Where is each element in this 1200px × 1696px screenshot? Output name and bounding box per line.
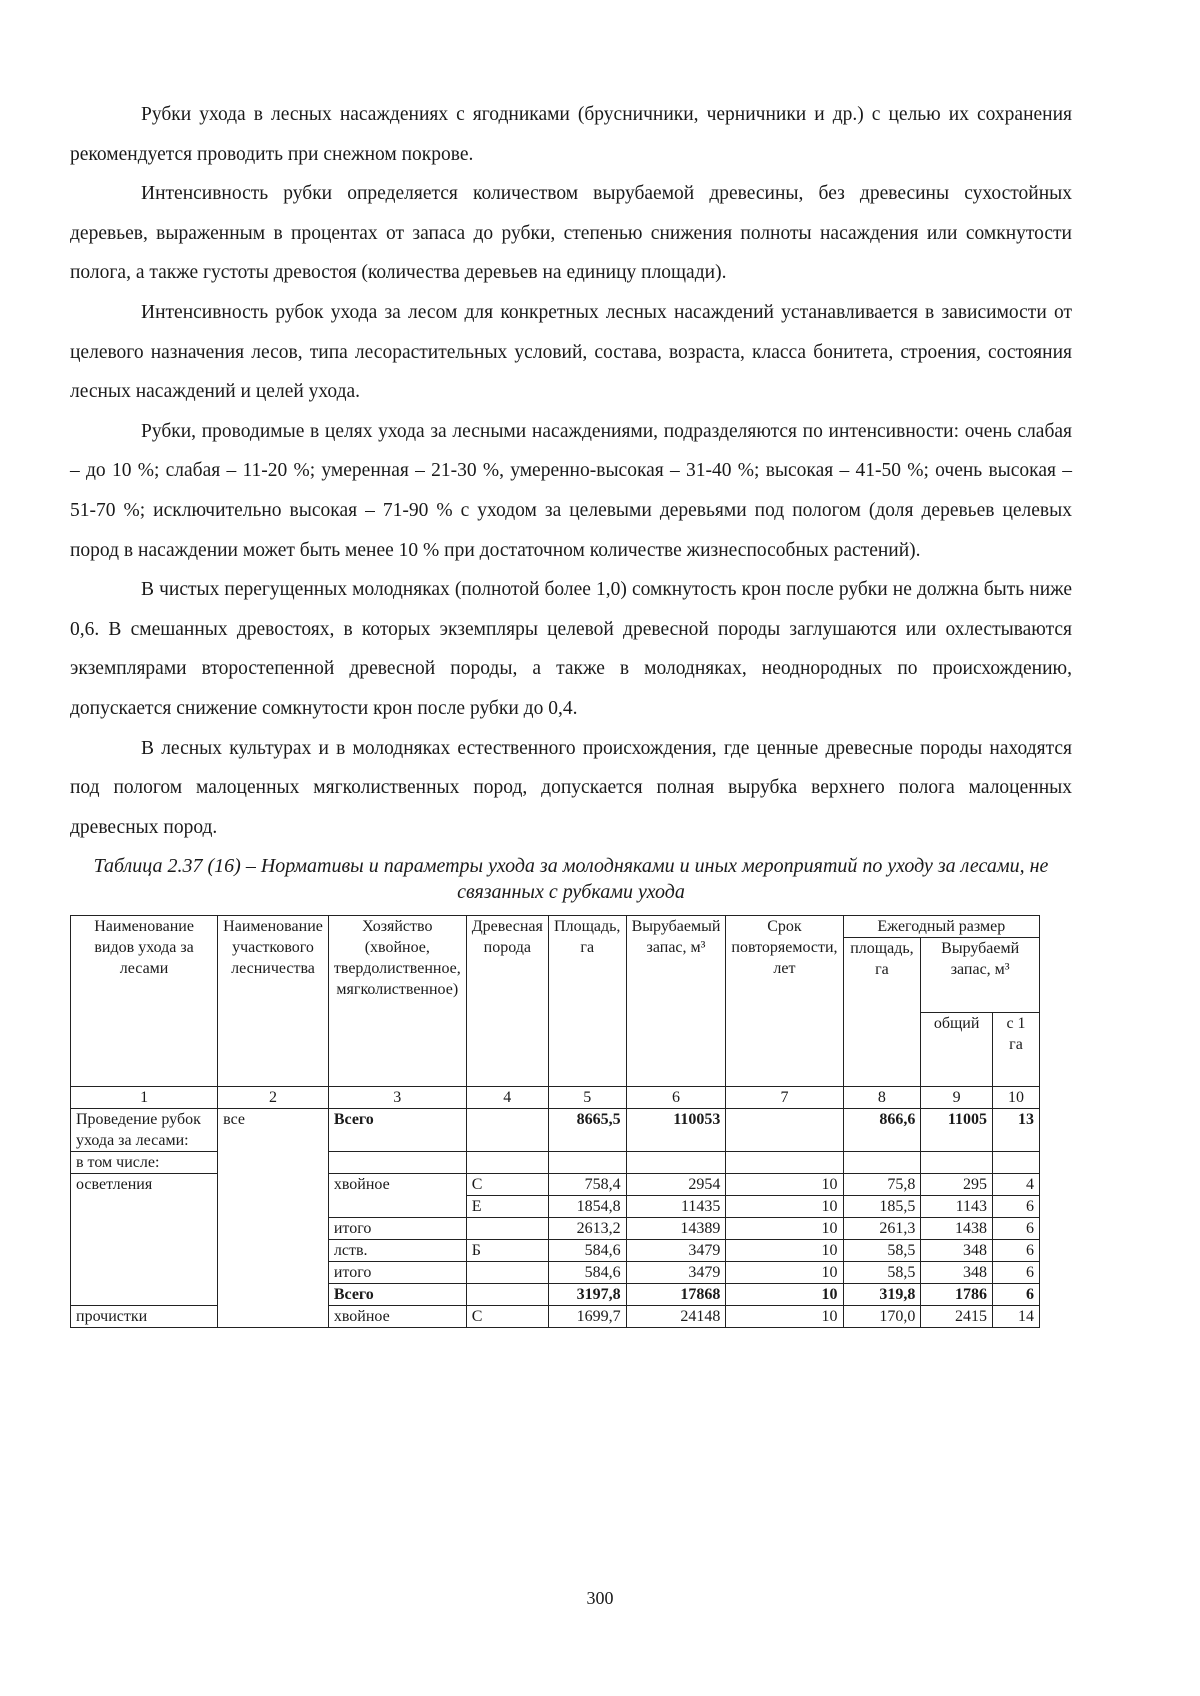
header-cell: Ежегодный размер [843, 916, 1039, 938]
document-page [70, 95, 1072, 1328]
paragraph-6: В лесных культурах и в молодняках естественного происхождения, где ценные древесные породы находятся под пологом малоценных мягколиственных пород, допускается полная вырубка верхнего полога малоценных древесных пород. [70, 737, 1072, 838]
table-cell [921, 1152, 993, 1174]
table-cell: в том числе: [71, 1152, 218, 1174]
page-number: 300 [586, 1588, 614, 1608]
header-cell: Хозяйство (хвойное, твердолиственное, мягколиственное) [328, 916, 466, 1087]
table-cell [992, 1152, 1039, 1174]
table-cell: 584,6 [548, 1262, 626, 1284]
table-cell: 10 [726, 1174, 843, 1196]
column-number: 7 [726, 1087, 843, 1109]
paragraph-4: Рубки, проводимые в целях ухода за лесными насаждениями, подразделяются по интенсивности: очень слабая – до 10 %; слабая – 11-20 %; умеренная – 21-30 %, умеренно-высокая – 31-40 %; высокая – 41-50 %; очень высокая – 51-70 %; исключительно высокая – 71-90 % с уходом за целевыми деревьями под пологом (доля деревьев целевых пород в насаждении может быть менее 10 % при достаточном количестве жизнеспособных растений). [70, 420, 1072, 561]
table-cell: 10 [726, 1262, 843, 1284]
table-cell [466, 1218, 548, 1240]
table-cell: 170,0 [843, 1306, 921, 1328]
table-cell: 319,8 [843, 1284, 921, 1306]
column-number-row [71, 1087, 1040, 1109]
table-cell: 185,5 [843, 1196, 921, 1218]
header-cell: площадь, га [843, 938, 921, 1087]
table-cell: 2613,2 [548, 1218, 626, 1240]
table-cell: 11435 [626, 1196, 726, 1218]
table-cell [466, 1262, 548, 1284]
table-cell [466, 1109, 548, 1152]
table-row [71, 1306, 1040, 1328]
column-number: 8 [843, 1087, 921, 1109]
table-cell: 348 [921, 1240, 993, 1262]
table-cell: 348 [921, 1262, 993, 1284]
table-cell [548, 1152, 626, 1174]
table-row [71, 1109, 1040, 1152]
table-cell: 10 [726, 1218, 843, 1240]
table-cell: хвойное [328, 1174, 466, 1218]
header-cell: Площадь, га [548, 916, 626, 1087]
table-cell: лств. [328, 1240, 466, 1262]
table-cell: 58,5 [843, 1240, 921, 1262]
table-cell: С [466, 1306, 548, 1328]
table-cell: 75,8 [843, 1174, 921, 1196]
table-cell: 10 [726, 1240, 843, 1262]
table-cell: 110053 [626, 1109, 726, 1152]
column-number: 10 [992, 1087, 1039, 1109]
table-cell [726, 1152, 843, 1174]
table-cell: прочистки [71, 1306, 218, 1328]
column-number: 3 [328, 1087, 466, 1109]
table-cell [466, 1152, 548, 1174]
table-cell: 10 [726, 1306, 843, 1328]
paragraph-3: Интенсивность рубок ухода за лесом для конкретных лесных насаждений устанавливается в зависимости от целевого назначения лесов, типа лесорастительных условий, состава, возраста, класса бонитета, строения, состояния лесных насаждений и целей ухода. [70, 301, 1072, 403]
table-cell: С [466, 1174, 548, 1196]
table-cell: 3197,8 [548, 1284, 626, 1306]
table-cell: 6 [992, 1218, 1039, 1240]
norms-table [70, 915, 1040, 1328]
header-row-1 [71, 916, 1040, 938]
column-number: 4 [466, 1087, 548, 1109]
header-cell: Срок повторяемости, лет [726, 916, 843, 1087]
table-cell: 24148 [626, 1306, 726, 1328]
table-cell: Всего [328, 1109, 466, 1152]
column-number: 1 [71, 1087, 218, 1109]
table-cell: 866,6 [843, 1109, 921, 1152]
table-cell: Проведение рубок ухода за лесами: [71, 1109, 218, 1152]
table-cell: 14389 [626, 1218, 726, 1240]
table-row [71, 1152, 1040, 1174]
table-cell: хвойное [328, 1306, 466, 1328]
header-cell: Древесная порода [466, 916, 548, 1087]
header-cell: Наименование участкового лесничества [218, 916, 329, 1087]
table-cell [466, 1284, 548, 1306]
table-cell: 1854,8 [548, 1196, 626, 1218]
table-cell: 13 [992, 1109, 1039, 1152]
table-cell: 17868 [626, 1284, 726, 1306]
table-cell: 6 [992, 1240, 1039, 1262]
table-cell [328, 1152, 466, 1174]
table-cell: 261,3 [843, 1218, 921, 1240]
table-cell: 11005 [921, 1109, 993, 1152]
column-number: 2 [218, 1087, 329, 1109]
table-cell: 6 [992, 1262, 1039, 1284]
table-cell: 2954 [626, 1174, 726, 1196]
column-number: 9 [921, 1087, 993, 1109]
paragraph-5: В чистых перегущенных молодняках (полнотой более 1,0) сомкнутость крон после рубки не должна быть ниже 0,6. В смешанных древостоях, в которых экземпляры целевой древесной породы заглушаются или охлестываются экземплярами второстепенной древесной породы, а также в молодняках, неоднородных по происхождению, допускается снижение сомкнутости крон после рубки до 0,4. [70, 579, 1072, 719]
table-cell: 6 [992, 1196, 1039, 1218]
table-cell: 758,4 [548, 1174, 626, 1196]
table-cell: 6 [992, 1284, 1039, 1306]
table-cell [726, 1109, 843, 1152]
paragraph-1: Рубки ухода в лесных насаждениях с ягодниками (брусничники, черничники и др.) с целью их сохранения рекомендуется проводить при снежном покрове. [70, 104, 1072, 165]
column-number: 6 [626, 1087, 726, 1109]
table-cell: 3479 [626, 1262, 726, 1284]
table-cell: итого [328, 1262, 466, 1284]
header-cell: с 1 га [992, 1012, 1039, 1087]
header-cell: Вырубаемый запас, м³ [626, 916, 726, 1087]
table-cell: осветления [71, 1174, 218, 1306]
table-cell [626, 1152, 726, 1174]
table-cell: все [218, 1109, 329, 1328]
table-cell: Е [466, 1196, 548, 1218]
table-cell: 1786 [921, 1284, 993, 1306]
column-number: 5 [548, 1087, 626, 1109]
table-cell: Б [466, 1240, 548, 1262]
table-cell: 8665,5 [548, 1109, 626, 1152]
table-cell: Всего [328, 1284, 466, 1306]
table-cell: 1699,7 [548, 1306, 626, 1328]
table-cell: итого [328, 1218, 466, 1240]
table-row [71, 1174, 1040, 1196]
table-cell: 14 [992, 1306, 1039, 1328]
table-cell: 4 [992, 1174, 1039, 1196]
header-cell: общий [921, 1012, 993, 1087]
table-cell [843, 1152, 921, 1174]
header-cell: Наименование видов ухода за лесами [71, 916, 218, 1087]
table-cell: 10 [726, 1284, 843, 1306]
table-cell: 1438 [921, 1218, 993, 1240]
table-cell: 295 [921, 1174, 993, 1196]
header-cell: Вырубаемй запас, м³ [921, 938, 1040, 1013]
table-cell: 2415 [921, 1306, 993, 1328]
table-cell: 1143 [921, 1196, 993, 1218]
table-cell: 3479 [626, 1240, 726, 1262]
table-cell: 10 [726, 1196, 843, 1218]
table-caption: Таблица 2.37 (16) – Нормативы и параметры ухода за молодняками и иных мероприятий по уходу за лесами, не связанных с рубками ухода [93, 855, 1049, 904]
table-cell: 584,6 [548, 1240, 626, 1262]
table-cell: 58,5 [843, 1262, 921, 1284]
paragraph-2: Интенсивность рубки определяется количеством вырубаемой древесины, без древесины сухостойных деревьев, выраженным в процентах от запаса до рубки, степенью снижения полноты насаждения или сомкнутости полога, а также густоты древостоя (количества деревьев на единицу площади). [70, 183, 1072, 284]
